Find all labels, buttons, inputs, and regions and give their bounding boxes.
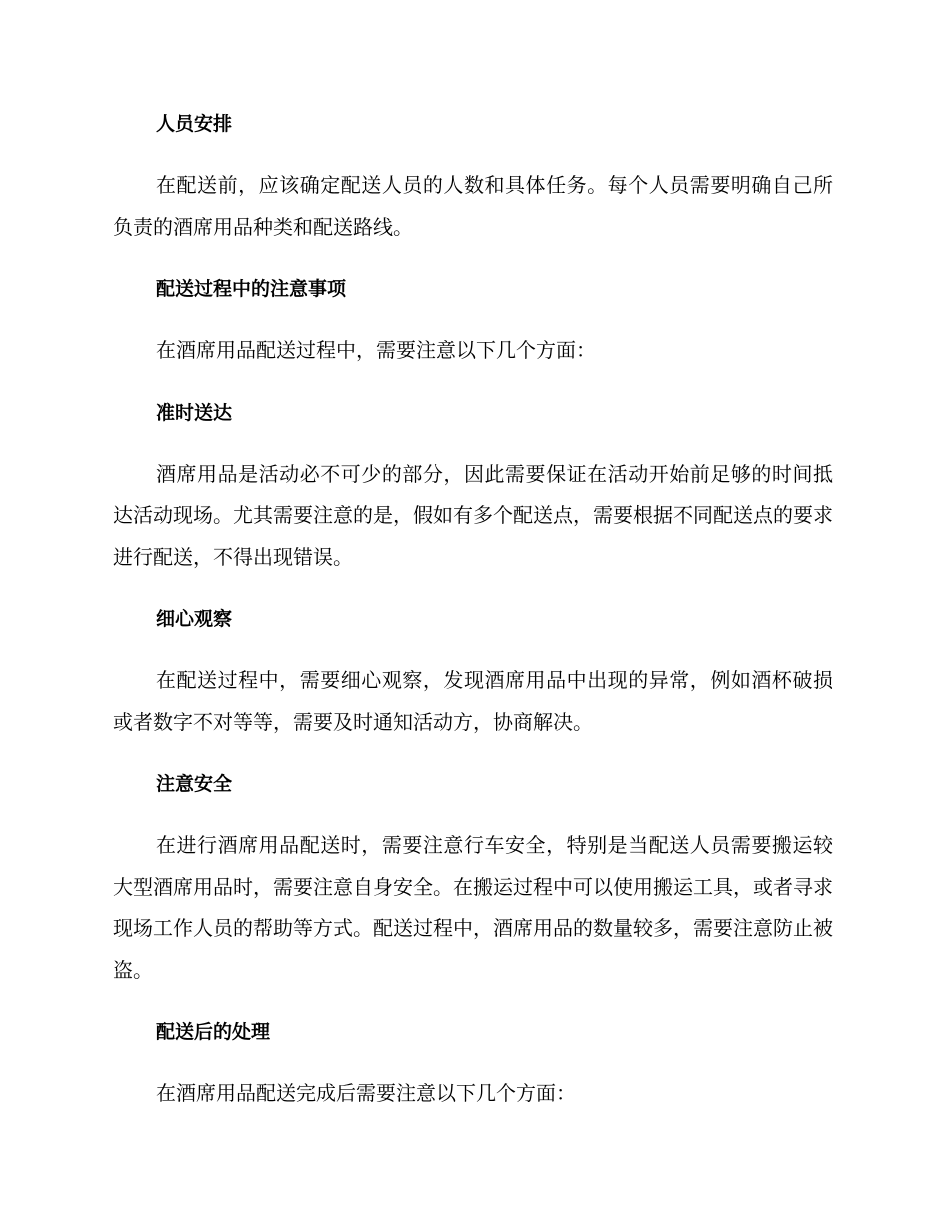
section-heading-staffing: 人员安排 [156,113,233,135]
section-paragraph-safety: 在进行酒席用品配送时，需要注意行车安全，特别是当配送人员需要搬运较大型酒席用品时，需要注意自身安全。在搬运过程中可以使用搬运工具，或者寻求现场工作人员的帮助等方式。配送过程中，酒席用品的数量较多，需要注意防止被盗。 [113,833,833,982]
section-heading-on-time: 准时送达 [156,401,233,424]
section-paragraph-on-time: 酒席用品是活动必不可少的部分，因此需要保证在活动开始前足够的时间抵达活动现场。尤其需要注意的是，假如有多个配送点，需要根据不同配送点的要求进行配送，不得出现错误。 [113,461,833,569]
section-paragraph-observe: 在配送过程中，需要细心观察，发现酒席用品中出现的异常，例如酒杯破损或者数字不对等等，需要及时通知活动方，协商解决。 [113,668,833,734]
section-heading-safety: 注意安全 [156,773,233,795]
document-body [113,110,833,1115]
section-paragraph-delivery-notes: 在酒席用品配送过程中，需要注意以下几个方面： [156,338,596,362]
section-heading-observe: 细心观察 [156,608,233,630]
section-heading-delivery-notes: 配送过程中的注意事项 [156,278,347,300]
section-heading-after-delivery: 配送后的处理 [156,1021,271,1043]
section-paragraph-staffing: 在配送前，应该确定配送人员的人数和具体任务。每个人员需要明确自己所负责的酒席用品种类和配送路线。 [113,173,833,239]
section-paragraph-after-delivery: 在酒席用品配送完成后需要注意以下几个方面： [156,1081,576,1105]
